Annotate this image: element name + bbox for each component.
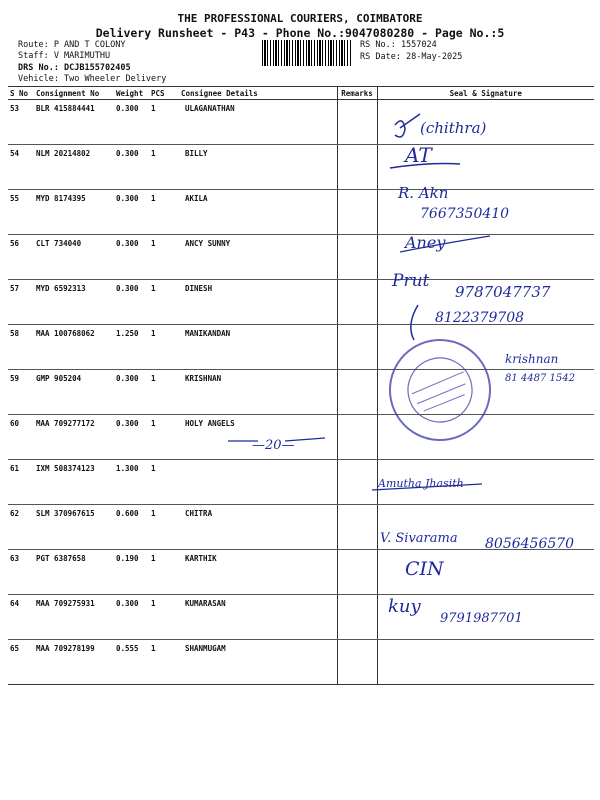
cell-sno: 58 [8,325,34,370]
vehicle-label: Vehicle: Two Wheeler Delivery [18,74,167,84]
cell-consignee: BILLY [179,145,337,190]
cell-weight: 0.600 [114,505,149,550]
cell-consignee: ULAGANATHAN [179,100,337,145]
cell-sno: 56 [8,235,34,280]
cell-weight: 0.300 [114,145,149,190]
cell-pcs: 1 [149,100,179,145]
handwritten-text: (chithra) [420,119,487,137]
cell-consignment-no: BLR 415884441 [34,100,114,145]
cell-consignee: KRISHNAN [179,370,337,415]
cell-pcs: 1 [149,145,179,190]
cell-sno: 53 [8,100,34,145]
company-title: THE PROFESSIONAL COURIERS, COIMBATORE [177,12,423,25]
cell-weight: 0.300 [114,415,149,460]
handwritten-text: V. Sivarama [380,531,458,546]
cell-consignment-no: NLM 20214802 [34,145,114,190]
cell-consignee: CHITRA [179,505,337,550]
cell-consignment-no: MAA 709278199 [34,640,114,685]
cell-weight: 1.300 [114,460,149,505]
cell-sno: 54 [8,145,34,190]
cell-weight: 1.250 [114,325,149,370]
handwritten-text: 81 4487 1542 [505,373,575,384]
handwritten-text: —20— [252,438,295,453]
staff-label: Staff: V MARIMUTHU [18,51,111,61]
cell-consignment-no: MYD 6592313 [34,280,114,325]
cell-sno: 65 [8,640,34,685]
school-stamp [377,327,503,453]
cell-consignee: DINESH [179,280,337,325]
cell-consignment-no: SLM 370967615 [34,505,114,550]
cell-consignee: HOLY ANGELS [179,415,337,460]
cell-sno: 61 [8,460,34,505]
handwritten-text: 9787047737 [455,283,551,301]
drs-number: DRS No.: DCJB155702405 [18,63,131,73]
cell-weight: 0.300 [114,280,149,325]
rs-date: RS Date: 28-May-2025 [360,52,463,62]
cell-pcs: 1 [149,505,179,550]
route-label: Route: P AND T COLONY [18,40,126,50]
handwritten-text: Aney [405,233,446,252]
handwritten-text: krishnan [505,352,559,366]
cell-weight: 0.190 [114,550,149,595]
col-header-sno: S No [8,87,34,100]
cell-sno: 55 [8,190,34,235]
signature-scribble [395,114,420,137]
cell-weight: 0.300 [114,595,149,640]
cell-pcs: 1 [149,460,179,505]
cell-consignee: AKILA [179,190,337,235]
col-header-remarks: Remarks [337,87,377,100]
cell-consignment-no: MAA 100768062 [34,325,114,370]
handwritten-text: kuy [388,596,421,617]
cell-sno: 63 [8,550,34,595]
cell-consignment-no: IXM 508374123 [34,460,114,505]
cell-weight: 0.300 [114,370,149,415]
handwritten-text: 9791987701 [440,611,523,626]
cell-sno: 57 [8,280,34,325]
handwritten-text: R. Akn [398,184,449,202]
cell-consignee: KUMARASAN [179,595,337,640]
cell-pcs: 1 [149,640,179,685]
cell-sno: 60 [8,415,34,460]
signature-scribble [411,305,418,340]
cell-consignee: ANCY SUNNY [179,235,337,280]
handwritten-text: Prut [392,271,430,291]
cell-weight: 0.300 [114,235,149,280]
cell-consignment-no: GMP 905204 [34,370,114,415]
cell-consignment-no: CLT 734040 [34,235,114,280]
cell-pcs: 1 [149,370,179,415]
handwritten-text: 7667350410 [420,206,510,222]
cell-pcs: 1 [149,190,179,235]
handwritten-text: Amutha Jhasith [378,477,464,490]
cell-consignment-no: MAA 709275931 [34,595,114,640]
cell-weight: 0.555 [114,640,149,685]
cell-pcs: 1 [149,595,179,640]
handwritten-text: CIN [405,558,444,580]
cell-consignment-no: PGT 6387658 [34,550,114,595]
cell-pcs: 1 [149,550,179,595]
cell-sno: 59 [8,370,34,415]
cell-pcs: 1 [149,235,179,280]
col-header-pcs: PCS [149,87,179,100]
rs-number: RS No.: 1557024 [360,40,437,50]
cell-consignee: SHANMUGAM [179,640,337,685]
runsheet-title: Delivery Runsheet - P43 - Phone No.:9047080280 - Page No.:5 [95,26,505,40]
cell-consignment-no: MYD 8174395 [34,190,114,235]
cell-pcs: 1 [149,280,179,325]
cell-weight: 0.300 [114,100,149,145]
cell-consignee: MANIKANDAN [179,325,337,370]
col-header-weight: Weight [114,87,149,100]
handwritten-text: 8056456570 [485,536,575,552]
col-header-consignment: Consignment No [34,87,114,100]
cell-sno: 64 [8,595,34,640]
cell-pcs: 1 [149,325,179,370]
col-header-signature: Seal & Signature [377,87,594,100]
cell-consignee: KARTHIK [179,550,337,595]
cell-sno: 62 [8,505,34,550]
handwritten-text: AT [405,143,432,167]
cell-weight: 0.300 [114,190,149,235]
handwritten-text: 8122379708 [435,310,525,326]
cell-pcs: 1 [149,415,179,460]
col-header-consignee: Consignee Details [179,87,337,100]
cell-consignment-no: MAA 709277172 [34,415,114,460]
